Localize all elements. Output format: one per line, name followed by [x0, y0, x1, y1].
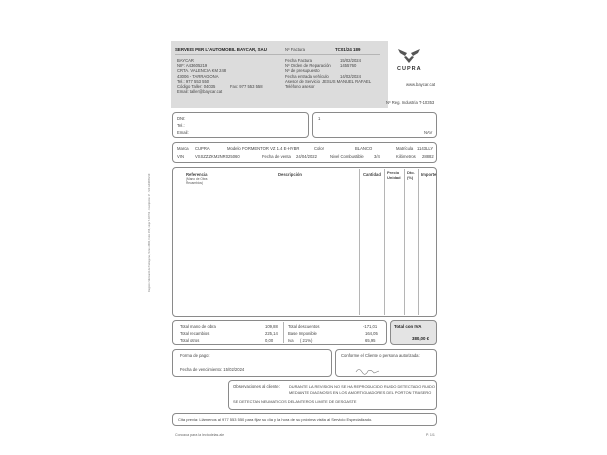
total-recambios-value: 225,14 [265, 331, 278, 336]
company-line: Tel.: 977 553 550 [177, 78, 210, 84]
ref-header: Referencia [186, 172, 208, 177]
total-otros-label: Total otros [180, 338, 200, 343]
ref-sub-line: Recambios) [186, 181, 204, 185]
page-number: P. 1/1 [426, 433, 435, 437]
discount-header-line: Dto. [407, 170, 415, 175]
observations-label: Observaciones al cliente: [233, 384, 280, 389]
vehicle-vin: VSSZZZKM2NR025060 [195, 154, 240, 159]
total-mano-obra-value: 109,88 [265, 324, 278, 329]
total-otros-value: 0,00 [265, 338, 274, 343]
side-legal-text: Registro Mercantil de Tarragona, Tomo 2684, Folio 156, Hoja T-18753 · Inscripción 1ª · NIF A43605219 [148, 173, 151, 292]
customer-email-label: Email: [177, 130, 189, 135]
brand-website: www.baycar.cat [406, 82, 436, 87]
total-with-vat-value: 380,00 € [412, 336, 430, 341]
amount-header: Importe [421, 172, 437, 177]
table-col-divider [404, 169, 405, 315]
industry-registry: Nº Reg. Industria T-10353 [386, 100, 435, 105]
detail-value: 15/02/2024 [340, 58, 361, 63]
price-header [387, 171, 401, 180]
vehicle-km-label: Kilómetros [396, 154, 416, 159]
customer-tel-label: Tel.: [177, 123, 185, 128]
vehicle-row-1 [177, 146, 437, 152]
company-fax: Fax: 977 553 558 [230, 84, 263, 89]
conformity-label: Conforme el Cliente o persona autorizada: [341, 353, 420, 358]
company-name: SERVEIS PER L'AUTOMOBIL BAYCAR, SAU [175, 47, 267, 52]
company-line: CRTA. VALENCIA KM 248 [177, 68, 227, 74]
total-with-vat-label: Total con IVA [394, 324, 422, 329]
payment-method-label: Forma de pago: [180, 353, 210, 358]
observation-line: DURANTE LA REVISION NO SE HA REPRODUCIDO RUIDO DETECTADO RUIDO [289, 384, 435, 389]
address-nav-label: NAV [424, 130, 433, 135]
detail-label: Fecha Factura [285, 58, 312, 63]
customer-dni-label: DNI: [177, 116, 186, 121]
signature-icon [355, 366, 385, 376]
vehicle-modelo: FORMENTOR VZ 1.4 E-HYBR [242, 146, 300, 151]
company-line: 43006 - TARRAGONA [177, 73, 219, 79]
observation-line: MEDIANTE DIAGNOSIS EN LOS AMORTIGUADORES DEL PORTON TRASERO [289, 390, 432, 395]
company-block [177, 58, 226, 94]
detail-label: Fecha entrada vehículo [285, 73, 329, 79]
iva-label: Iva [288, 338, 294, 343]
discount-header [407, 171, 415, 180]
vehicle-row-2 [177, 154, 437, 160]
vehicle-km: 28882 [422, 154, 434, 159]
total-descuentos-label: Total descuentos [288, 324, 320, 329]
vehicle-modelo-label: Modelo [227, 146, 241, 151]
detail-label: Teléfono asesor [285, 84, 315, 90]
iva-percent: ( 21%) [300, 338, 313, 343]
cupra-logo-icon [396, 48, 422, 64]
header-separator [175, 54, 380, 55]
detail-value: JESUS MANUEL RAFAEL [322, 78, 372, 84]
footer-left-text: Conozca para la lectodelas.ale [175, 433, 225, 437]
table-col-divider [359, 169, 360, 315]
vehicle-vin-label: VIN [177, 154, 184, 159]
vehicle-marca-label: Marca [177, 146, 189, 151]
detail-label: Asesor de Servicio [285, 78, 320, 84]
detail-label: Nº de presupuesto [285, 68, 320, 74]
address-marker: 1 [318, 116, 321, 121]
base-imponible-label: Base Imponible [288, 331, 317, 336]
ref-subheader [186, 177, 207, 185]
brand-name: CUPRA [397, 66, 422, 72]
vehicle-matricula-label: Matrícula [396, 146, 414, 151]
invoice-details [285, 58, 371, 89]
invoice-lines-table [172, 167, 437, 317]
total-recambios-label: Total recambios [180, 331, 210, 336]
ref-sub-line: (Mano de Obra [186, 177, 208, 181]
price-header-line: Precio [387, 170, 400, 175]
quantity-header: Cantidad [363, 172, 381, 177]
company-line: NIF: A43605219 [177, 63, 208, 69]
company-line: Email: taller@baycar.cat [177, 89, 223, 95]
due-date-label: Fecha de vencimiento: 15/02/2024 [180, 367, 245, 372]
invoice-number-label: Nº Factura [285, 47, 305, 52]
total-descuentos-value: -171,01 [363, 324, 378, 329]
vehicle-fecha-venta: 24/04/2022 [296, 154, 317, 159]
customer-address-box [312, 112, 437, 138]
base-imponible-value: 164,05 [365, 331, 378, 336]
description-header: Descripción [278, 172, 302, 177]
customer-box [172, 112, 309, 138]
vehicle-color-label: Color [314, 146, 325, 151]
vehicle-marca: CUPRA [195, 146, 210, 151]
appointment-text: Cita previa: Llámenos al 977 553 550 para fijar su día y la hora de su próxima visita al Servicio Especializado. [178, 417, 373, 422]
vehicle-combustible-label: Nivel Combustible [330, 154, 364, 159]
detail-label: Nº Orden de Reparación [285, 63, 331, 69]
company-line: BAYCAR [177, 58, 194, 63]
discount-header-line: (%) [407, 174, 414, 180]
table-col-divider [418, 169, 419, 315]
table-col-divider [384, 169, 385, 315]
invoice-number-value: TC01/24 189 [335, 47, 361, 52]
detail-value: 1455760 [340, 63, 357, 69]
total-mano-obra-label: Total mano de obra [180, 324, 216, 329]
price-header-line: Unidad [387, 174, 401, 180]
detail-value: 14/02/2024 [340, 73, 361, 79]
iva-value: 65,95 [365, 338, 376, 343]
totals-divider [283, 322, 284, 343]
vehicle-combustible: 3/4 [374, 154, 380, 159]
observation-line: SE DETECTAN NEUMATICOS DELANTEROS LIMITE DE DESGASTE [233, 399, 357, 404]
vehicle-color: BLANCO [355, 146, 373, 151]
vehicle-fecha-venta-label: Fecha de venta [262, 154, 291, 159]
vehicle-matricula: 1143LLY [417, 146, 434, 151]
company-line: Código Taller: 04035 [177, 84, 216, 90]
